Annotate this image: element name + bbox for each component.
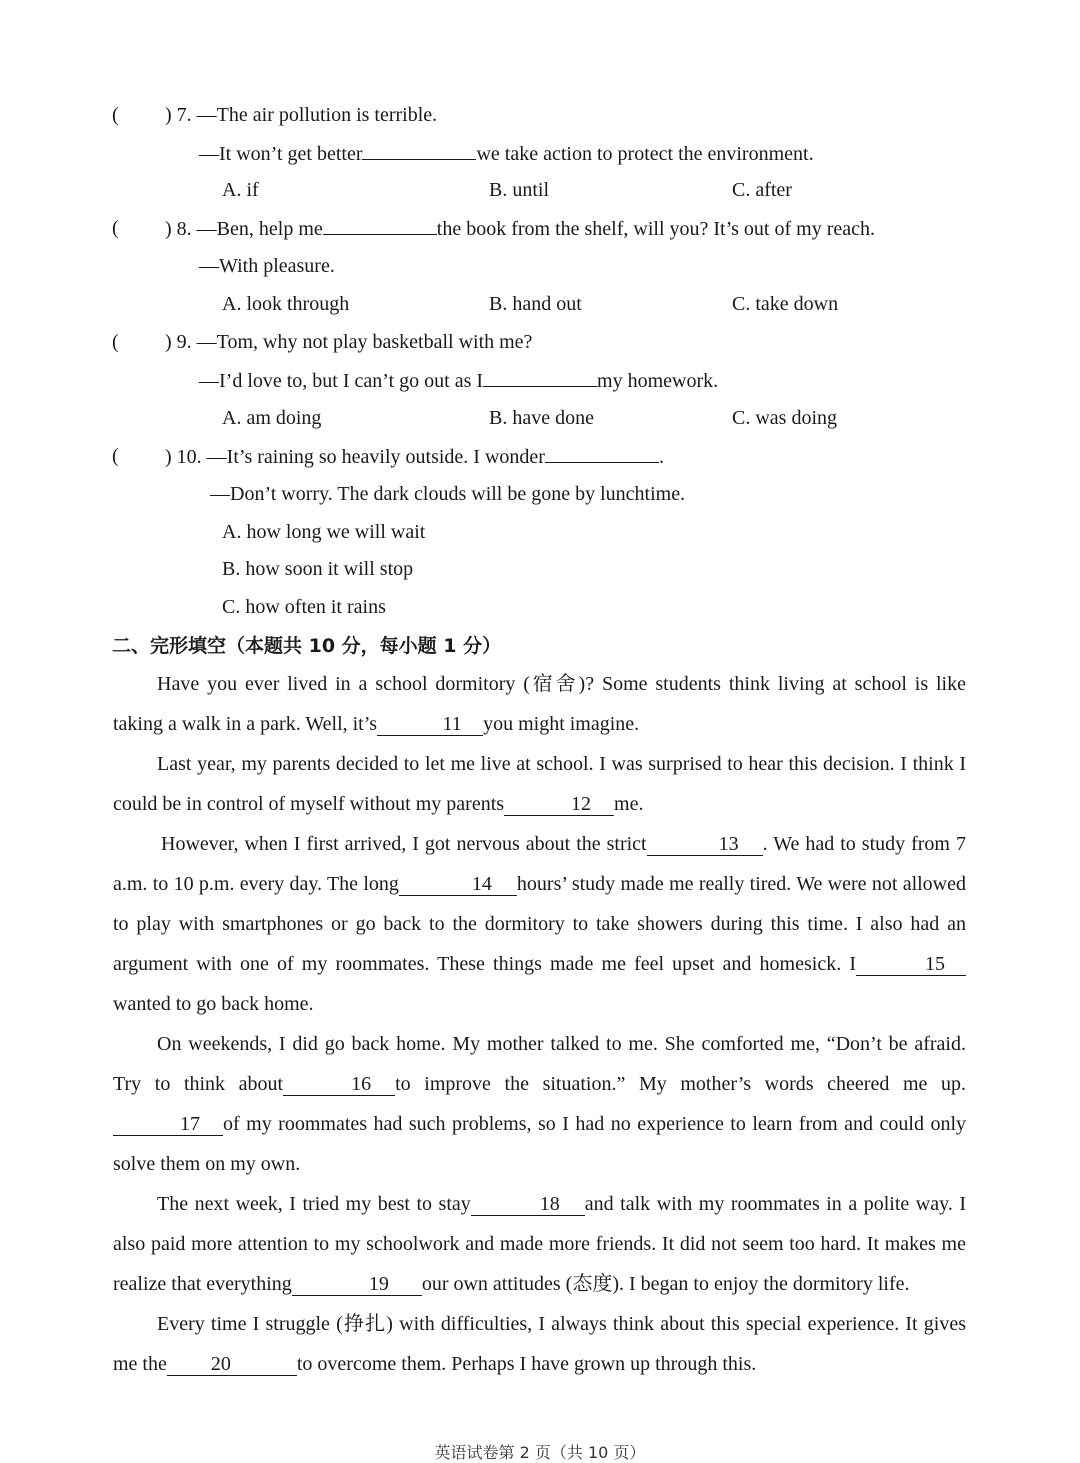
passage-paragraph bbox=[113, 744, 966, 824]
question-number: 7. bbox=[176, 104, 192, 126]
question-text: my homework. bbox=[597, 370, 719, 392]
question-number: 10. bbox=[176, 446, 202, 468]
question-text: —It won’t get better bbox=[199, 143, 363, 165]
passage-text: of my roommates had such problems, so I had no experience to learn from and could only solve them on my own. bbox=[113, 1113, 966, 1175]
question-line: —Don’t worry. The dark clouds will be gone by lunchtime. bbox=[210, 483, 686, 505]
cloze-blank-12[interactable]: 12 bbox=[504, 793, 614, 816]
question-number: 8. bbox=[176, 218, 192, 240]
cloze-blank-14[interactable]: 14 bbox=[399, 873, 517, 896]
answer-bracket-close: ) bbox=[165, 218, 172, 240]
passage-text: Have you ever lived in a school dormitory (宿舍)? Some students think living at school is like taking a walk in a park. Well, it’s bbox=[113, 673, 966, 735]
question-text: —It’s raining so heavily outside. I wonder bbox=[206, 446, 545, 468]
passage-text: and talk with my roommates in a polite way. I also paid more attention to my schoolwork and made more friends. It did not seem too hard. It makes me realize that everything bbox=[113, 1193, 966, 1295]
answer-blank[interactable] bbox=[483, 368, 597, 387]
option-c[interactable]: C. how often it rains bbox=[222, 596, 386, 618]
option-c[interactable]: C. was doing bbox=[732, 407, 837, 429]
passage-text: . We had to study from 7 a.m. to 10 p.m. every day. The long bbox=[113, 833, 966, 895]
question-text: the book from the shelf, will you? It’s out of my reach. bbox=[436, 218, 875, 240]
cloze-blank-18[interactable]: 18 bbox=[471, 1193, 585, 1216]
section-title: 二、完形填空（本题共 10 分，每小题 1 分） bbox=[112, 635, 502, 657]
cloze-blank-19[interactable]: 19 bbox=[292, 1273, 422, 1296]
passage-text: our own attitudes (态度). I began to enjoy the dormitory life. bbox=[421, 1273, 910, 1295]
option-b[interactable]: B. how soon it will stop bbox=[222, 558, 414, 580]
question-text: . bbox=[658, 446, 664, 468]
question-line: —The air pollution is terrible. bbox=[196, 104, 438, 126]
question-line: —With pleasure. bbox=[199, 255, 335, 277]
passage-text: to improve the situation.” My mother’s words cheered me up. bbox=[395, 1073, 966, 1095]
passage-paragraph bbox=[113, 1024, 966, 1184]
answer-bracket-open: ( bbox=[112, 217, 119, 239]
passage-text: wanted to go back home. bbox=[113, 993, 314, 1015]
passage-text: me. bbox=[614, 793, 644, 815]
question-text: —I’d love to, but I can’t go out as I bbox=[199, 370, 484, 392]
answer-bracket-close: ) bbox=[165, 104, 172, 126]
cloze-passage bbox=[113, 664, 966, 1384]
option-b[interactable]: B. until bbox=[489, 179, 550, 201]
option-b[interactable]: B. have done bbox=[489, 407, 594, 429]
passage-paragraph bbox=[113, 1184, 966, 1304]
passage-text: hours’ study made me really tired. We were not allowed to play with smartphones or go back to the dormitory to take showers during this time. I also had an argument with one of my roommates. These things made me feel upset and homesick. I bbox=[113, 873, 966, 975]
passage-paragraph bbox=[113, 824, 966, 1024]
cloze-blank-17[interactable]: 17 bbox=[113, 1113, 223, 1136]
answer-bracket-close: ) bbox=[165, 331, 172, 353]
answer-bracket-open: ( bbox=[112, 104, 119, 126]
question-number: 9. bbox=[176, 331, 192, 353]
passage-text: However, when I first arrived, I got nervous about the strict bbox=[161, 833, 647, 855]
passage-paragraph bbox=[113, 664, 966, 744]
answer-blank[interactable] bbox=[545, 444, 659, 463]
cloze-blank-15[interactable]: 15 bbox=[856, 953, 966, 976]
passage-text: Every time I struggle (挣扎) with difficulties, I always think about this special experience. It gives me the bbox=[113, 1313, 966, 1375]
option-c[interactable]: C. take down bbox=[732, 293, 839, 315]
passage-text: to overcome them. Perhaps I have grown up through this. bbox=[296, 1353, 757, 1375]
passage-text: Last year, my parents decided to let me live at school. I was surprised to hear this decision. I think I could be in control of myself without my parents bbox=[113, 753, 966, 815]
option-b[interactable]: B. hand out bbox=[489, 293, 582, 315]
answer-blank[interactable] bbox=[362, 141, 476, 160]
answer-bracket-open: ( bbox=[112, 445, 119, 467]
passage-text: On weekends, I did go back home. My mother talked to me. She comforted me, “Don’t be afraid. Try to think about bbox=[113, 1033, 966, 1095]
page-footer: 英语试卷第 2 页（共 10 页） bbox=[434, 1443, 646, 1462]
cloze-blank-11[interactable]: 11 bbox=[377, 713, 483, 736]
option-a[interactable]: A. if bbox=[222, 179, 259, 201]
option-a[interactable]: A. look through bbox=[222, 293, 350, 315]
passage-paragraph bbox=[113, 1304, 966, 1384]
answer-bracket-close: ) bbox=[165, 446, 172, 468]
question-text: we take action to protect the environment. bbox=[476, 143, 814, 165]
answer-bracket-open: ( bbox=[112, 331, 119, 353]
passage-text: The next week, I tried my best to stay bbox=[157, 1193, 471, 1215]
passage-text: you might imagine. bbox=[483, 713, 640, 735]
question-line: —Tom, why not play basketball with me? bbox=[196, 331, 533, 353]
option-a[interactable]: A. am doing bbox=[222, 407, 322, 429]
question-text: —Ben, help me bbox=[196, 218, 323, 240]
cloze-blank-20[interactable]: 20 bbox=[167, 1353, 297, 1376]
option-c[interactable]: C. after bbox=[732, 179, 792, 201]
option-a[interactable]: A. how long we will wait bbox=[222, 521, 426, 543]
cloze-blank-13[interactable]: 13 bbox=[647, 833, 763, 856]
answer-blank[interactable] bbox=[323, 216, 437, 235]
cloze-blank-16[interactable]: 16 bbox=[283, 1073, 395, 1096]
